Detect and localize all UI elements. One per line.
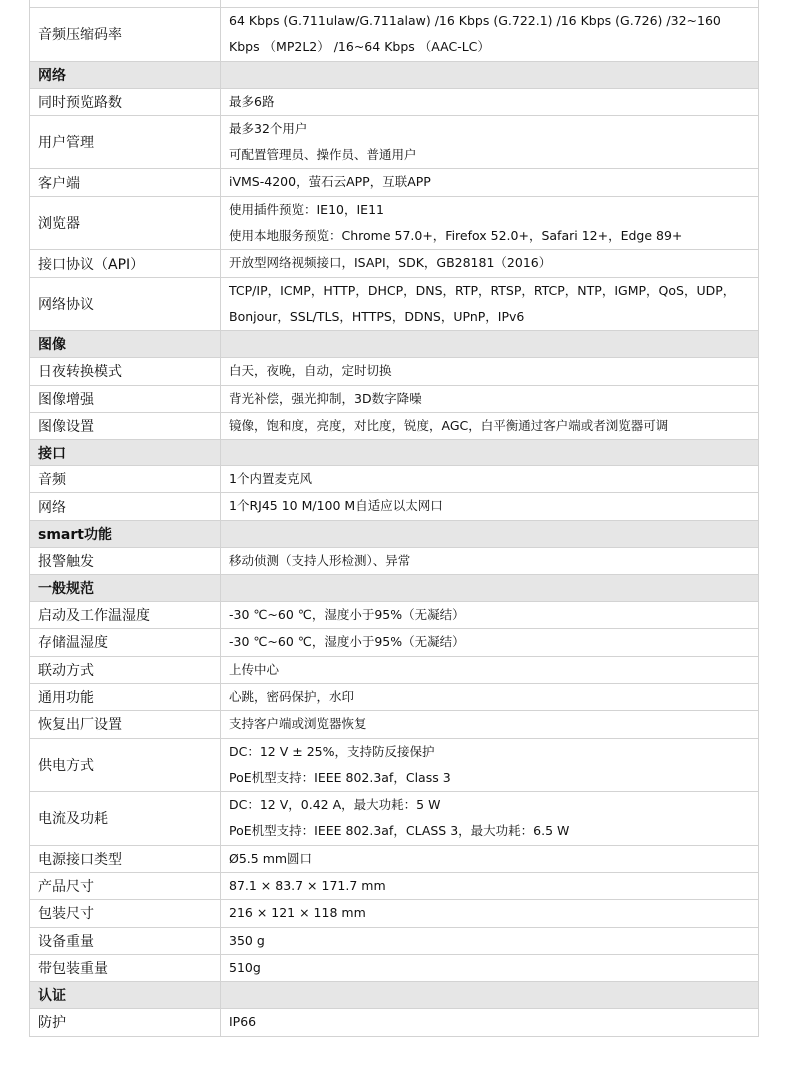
spec-value bbox=[221, 88, 759, 115]
spec-row bbox=[30, 547, 759, 574]
spec-value bbox=[221, 385, 759, 412]
spec-value bbox=[221, 493, 759, 520]
spec-row bbox=[30, 927, 759, 954]
spec-label: 防护 bbox=[30, 1009, 221, 1036]
spec-value-line: IP66 bbox=[229, 1014, 257, 1030]
spec-row bbox=[30, 954, 759, 981]
spec-label: 用户管理 bbox=[30, 115, 221, 169]
spec-value bbox=[221, 0, 759, 8]
section-filler bbox=[221, 331, 759, 358]
spec-value bbox=[221, 277, 759, 331]
spec-label: 图像增强 bbox=[30, 385, 221, 412]
spec-label: 带包装重量 bbox=[30, 954, 221, 981]
spec-value bbox=[221, 250, 759, 277]
spec-value-line: 心跳，密码保护，水印 bbox=[229, 688, 355, 704]
spec-row bbox=[30, 738, 759, 792]
spec-label: 音频 bbox=[30, 466, 221, 493]
spec-row bbox=[30, 792, 759, 846]
spec-value-line: 可配置管理员、操作员、普通用户 bbox=[229, 147, 417, 163]
spec-label: 网络协议 bbox=[30, 277, 221, 331]
spec-value-line: 216 × 121 × 118 mm bbox=[229, 905, 366, 921]
spec-value bbox=[221, 900, 759, 927]
spec-value bbox=[221, 196, 759, 250]
spec-value bbox=[221, 8, 759, 62]
spec-value-line: 350 g bbox=[229, 932, 265, 948]
spec-row bbox=[30, 8, 759, 62]
spec-value bbox=[221, 738, 759, 792]
spec-row bbox=[30, 250, 759, 277]
spec-value-line: 使用本地服务预览：Chrome 57.0+，Firefox 52.0+，Safari 12+，Edge 89+ bbox=[229, 228, 683, 244]
spec-label: 日夜转换模式 bbox=[30, 358, 221, 385]
spec-label: 产品尺寸 bbox=[30, 873, 221, 900]
spec-row bbox=[30, 196, 759, 250]
spec-value-line: 开放型网络视频接口，ISAPI，SDK，GB28181（2016） bbox=[229, 255, 552, 271]
section-header-row bbox=[30, 440, 759, 466]
section-filler bbox=[221, 520, 759, 547]
spec-value-line: 白天，夜晚，自动，定时切换 bbox=[229, 363, 392, 379]
section-header-row bbox=[30, 61, 759, 88]
section-title: smart功能 bbox=[30, 520, 221, 547]
spec-value bbox=[221, 547, 759, 574]
spec-row bbox=[30, 900, 759, 927]
spec-row bbox=[30, 466, 759, 493]
spec-value-line: 最多32个用户 bbox=[229, 120, 308, 136]
spec-row bbox=[30, 1009, 759, 1036]
spec-value bbox=[221, 683, 759, 710]
spec-value-line: 背光补偿，强光抑制，3D数字降噪 bbox=[229, 390, 422, 406]
spec-value-line: DC：12 V，0.42 A，最大功耗：5 W bbox=[229, 797, 441, 813]
spec-value-line: 使用插件预览：IE10，IE11 bbox=[229, 201, 384, 217]
spec-label: 电源接口类型 bbox=[30, 845, 221, 872]
spec-label: 恢复出厂设置 bbox=[30, 711, 221, 738]
spec-row bbox=[30, 683, 759, 710]
section-header-row bbox=[30, 982, 759, 1009]
spec-label bbox=[30, 0, 221, 8]
spec-value-line: 1个RJ45 10 M/100 M自适应以太网口 bbox=[229, 498, 443, 514]
spec-label: 音频压缩码率 bbox=[30, 8, 221, 62]
spec-value-line: 移动侦测（支持人形检测）、异常 bbox=[229, 552, 411, 568]
spec-value bbox=[221, 169, 759, 196]
spec-value bbox=[221, 927, 759, 954]
spec-label: 启动及工作温湿度 bbox=[30, 602, 221, 629]
section-header-row bbox=[30, 520, 759, 547]
spec-label: 包装尺寸 bbox=[30, 900, 221, 927]
spec-label: 接口协议（API） bbox=[30, 250, 221, 277]
section-filler bbox=[221, 61, 759, 88]
spec-label: 图像设置 bbox=[30, 412, 221, 439]
spec-label: 报警触发 bbox=[30, 547, 221, 574]
spec-value-line: TCP/IP，ICMP，HTTP，DHCP，DNS，RTP，RTSP，RTCP，NTP，IGMP，QoS，UDP，Bonjour，SSL/TLS，HTTPS，DDNS，UPnP，IPv6 bbox=[229, 282, 736, 324]
spec-row bbox=[30, 629, 759, 656]
spec-value-line: DC：12 V ± 25%，支持防反接保护 bbox=[229, 743, 435, 759]
spec-value bbox=[221, 412, 759, 439]
spec-row bbox=[30, 88, 759, 115]
spec-row bbox=[30, 873, 759, 900]
spec-row bbox=[30, 0, 759, 8]
spec-value bbox=[221, 845, 759, 872]
spec-value-line: PoE机型支持：IEEE 802.3af，Class 3 bbox=[229, 769, 451, 785]
section-filler bbox=[221, 575, 759, 602]
section-header-row bbox=[30, 575, 759, 602]
spec-value-line: 64 Kbps (G.711ulaw/G.711alaw) /16 Kbps (G.722.1) /16 Kbps (G.726) /32~160 Kbps （MP2L2） /16~64 Kbps （AAC-LC） bbox=[229, 13, 721, 55]
spec-value-line: 1个内置麦克风 bbox=[229, 471, 312, 487]
section-title: 一般规范 bbox=[30, 575, 221, 602]
spec-value-line: 最多6路 bbox=[229, 93, 275, 109]
spec-row bbox=[30, 277, 759, 331]
spec-label: 客户端 bbox=[30, 169, 221, 196]
spec-label: 联动方式 bbox=[30, 656, 221, 683]
section-filler bbox=[221, 440, 759, 466]
spec-value bbox=[221, 656, 759, 683]
section-title: 图像 bbox=[30, 331, 221, 358]
spec-value bbox=[221, 792, 759, 846]
spec-label: 供电方式 bbox=[30, 738, 221, 792]
spec-row bbox=[30, 711, 759, 738]
spec-label: 网络 bbox=[30, 493, 221, 520]
spec-value bbox=[221, 954, 759, 981]
spec-value bbox=[221, 629, 759, 656]
spec-value-line: 镜像，饱和度，亮度，对比度，锐度，AGC，白平衡通过客户端或者浏览器可调 bbox=[229, 417, 669, 433]
spec-value bbox=[221, 358, 759, 385]
spec-row bbox=[30, 493, 759, 520]
spec-value-line: 上传中心 bbox=[229, 661, 280, 677]
spec-value-line: 87.1 × 83.7 × 171.7 mm bbox=[229, 878, 386, 894]
spec-label: 存储温湿度 bbox=[30, 629, 221, 656]
spec-row bbox=[30, 385, 759, 412]
spec-value bbox=[221, 873, 759, 900]
section-title: 网络 bbox=[30, 61, 221, 88]
section-filler bbox=[221, 982, 759, 1009]
spec-label: 电流及功耗 bbox=[30, 792, 221, 846]
section-title: 认证 bbox=[30, 982, 221, 1009]
section-title: 接口 bbox=[30, 440, 221, 466]
spec-row bbox=[30, 412, 759, 439]
spec-row bbox=[30, 656, 759, 683]
spec-value bbox=[221, 115, 759, 169]
spec-label: 设备重量 bbox=[30, 927, 221, 954]
spec-value-line: -30 ℃~60 ℃，湿度小于95%（无凝结） bbox=[229, 634, 465, 650]
spec-row bbox=[30, 602, 759, 629]
spec-row bbox=[30, 115, 759, 169]
spec-value bbox=[221, 711, 759, 738]
spec-label: 浏览器 bbox=[30, 196, 221, 250]
spec-value bbox=[221, 1009, 759, 1036]
spec-row bbox=[30, 169, 759, 196]
spec-value-line: 支持客户端或浏览器恢复 bbox=[229, 716, 367, 732]
spec-value-line: iVMS-4200，萤石云APP，互联APP bbox=[229, 174, 431, 190]
spec-table bbox=[29, 0, 759, 1037]
spec-row bbox=[30, 358, 759, 385]
spec-value-line: -30 ℃~60 ℃，湿度小于95%（无凝结） bbox=[229, 607, 465, 623]
section-header-row bbox=[30, 331, 759, 358]
spec-value bbox=[221, 466, 759, 493]
spec-row bbox=[30, 845, 759, 872]
spec-table-body bbox=[30, 0, 759, 1036]
spec-value bbox=[221, 602, 759, 629]
spec-value-line: 510g bbox=[229, 959, 261, 975]
spec-value-line: Ø5.5 mm圆口 bbox=[229, 850, 313, 866]
spec-label: 通用功能 bbox=[30, 683, 221, 710]
spec-value-line: PoE机型支持：IEEE 802.3af，CLASS 3，最大功耗：6.5 W bbox=[229, 823, 570, 839]
spec-label: 同时预览路数 bbox=[30, 88, 221, 115]
